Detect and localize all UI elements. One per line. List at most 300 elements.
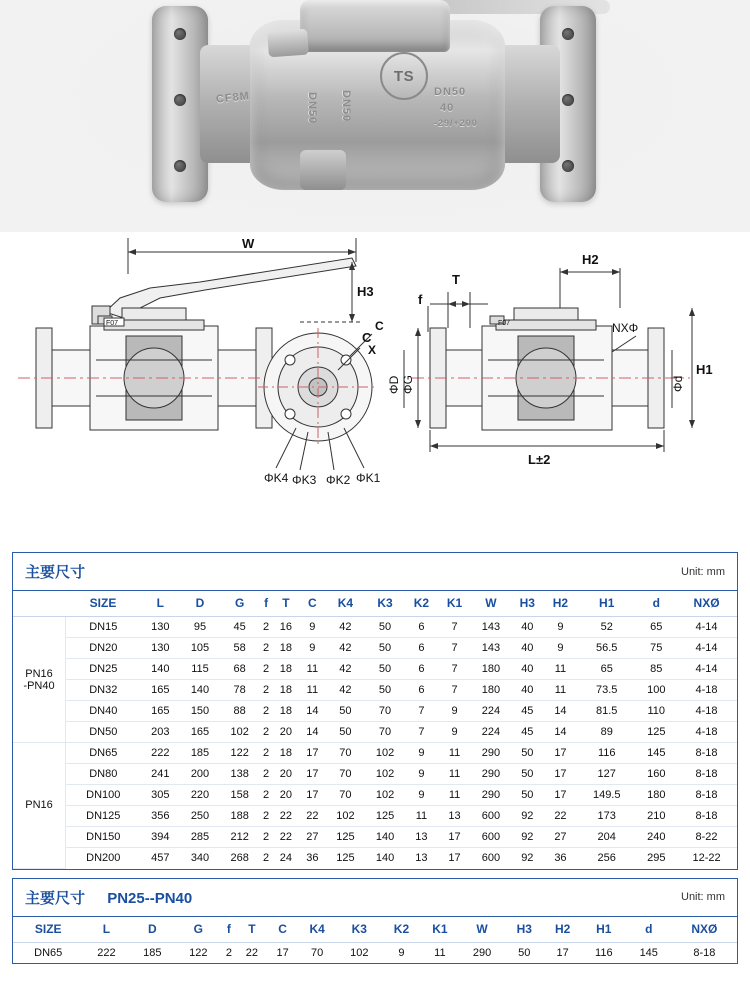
cell-value: 212 (220, 827, 260, 848)
cell-value: 290 (471, 743, 511, 764)
cell-value: 290 (471, 785, 511, 806)
cell-value: 12-22 (692, 852, 721, 864)
cell-value: 70 (310, 946, 324, 959)
cell-value: 11 (544, 680, 577, 701)
cell-value: 6 (405, 659, 438, 680)
cell-value: 17 (544, 743, 577, 764)
cell-value: 180 (471, 680, 511, 701)
cell-value: 290 (471, 764, 511, 785)
cell-value: 9 (405, 764, 438, 785)
cell-size: DN100 (66, 785, 141, 806)
th2-k1: K1 (421, 917, 459, 943)
table1 (13, 591, 737, 869)
cell-value: 17 (448, 852, 461, 864)
cell-value: 52 (577, 617, 636, 638)
cell-value: 9 (438, 701, 471, 722)
cell-value: 7 (438, 659, 471, 680)
cell-value: 222 (97, 946, 116, 959)
cast-marking-right-1: DN50 (434, 86, 467, 98)
th2-nx: NXØ (672, 917, 737, 943)
cell-value: 127 (577, 764, 636, 785)
table-row (13, 785, 737, 806)
cell-value: 185 (143, 946, 162, 959)
cell-value: 116 (577, 743, 636, 764)
cell-value: 11 (438, 785, 471, 806)
table-row (13, 680, 737, 701)
cell-value: 125 (326, 827, 366, 848)
cell-value: 224 (471, 701, 511, 722)
cell-value: 89 (577, 722, 636, 743)
cell-value: 102 (350, 946, 369, 959)
cell-value: 2 (259, 764, 272, 785)
cell-value: 88 (220, 701, 260, 722)
cell-size: DN25 (66, 659, 141, 680)
table2-body (13, 942, 737, 963)
cell-value: 125 (636, 722, 676, 743)
table2 (13, 917, 737, 963)
cell-value: 100 (636, 680, 676, 701)
cell-value: 42 (326, 680, 366, 701)
table-row (13, 848, 737, 869)
th-h2: H2 (544, 591, 577, 617)
th2-h2: H2 (543, 917, 581, 943)
cell-size: DN50 (66, 722, 141, 743)
cell-value: 102 (220, 722, 260, 743)
table2-title-text: 主要尺寸 (25, 889, 86, 907)
bolt-hole (174, 28, 186, 40)
photo-background (0, 0, 750, 232)
cell-value: 130 (141, 638, 181, 659)
cell-value: 50 (326, 701, 366, 722)
cell-value: 50 (365, 680, 405, 701)
cast-marking-right-2: 40 (440, 102, 455, 114)
cell-value: 4-14 (676, 638, 737, 659)
cell-value: 14 (544, 722, 577, 743)
cell-value: 7 (438, 680, 471, 701)
cell-value: 14 (299, 722, 325, 743)
cell-value: 140 (141, 659, 181, 680)
cell-value: 42 (326, 617, 366, 638)
cell-value: 140 (180, 680, 220, 701)
cell-value: 36 (306, 852, 319, 864)
cell-value: 8-18 (676, 743, 737, 764)
cell-value: 75 (636, 638, 676, 659)
cell-value: 17 (544, 785, 577, 806)
cell-value: 102 (365, 743, 405, 764)
cell-value: 4-14 (676, 617, 737, 638)
cell-value: 50 (511, 743, 544, 764)
cell-value: 102 (365, 764, 405, 785)
th2-l: L (83, 917, 129, 943)
table2-header (13, 879, 737, 917)
cell-value: 2 (259, 743, 272, 764)
cell-value: 290 (472, 946, 492, 959)
cell-size: DN125 (66, 806, 141, 827)
cell-value: 11 (438, 743, 471, 764)
th2-k4: K4 (298, 917, 336, 943)
cell-value: 340 (190, 852, 210, 864)
table1-body (13, 617, 737, 869)
cell-value: 9 (398, 946, 405, 959)
bolt-hole (562, 160, 574, 172)
main-dimensions-table-block (12, 552, 738, 870)
cell-value: 2 (259, 806, 272, 827)
cell-value: 204 (577, 827, 636, 848)
cell-value: 220 (180, 785, 220, 806)
th2-d-small: d (626, 917, 672, 943)
th2-d: D (129, 917, 175, 943)
cell-value: 2 (259, 722, 272, 743)
ts-logo-icon: TS (380, 52, 428, 100)
cell-value: 116 (595, 946, 613, 959)
cell-value: 42 (326, 638, 366, 659)
table2-subtitle: PN25--PN40 (107, 889, 193, 907)
cell-value: 13 (405, 827, 438, 848)
label-phi-k4: ΦK4 (264, 471, 289, 485)
cell-value: 17 (299, 785, 325, 806)
stem-nut (267, 29, 309, 58)
cell-size: DN15 (66, 617, 141, 638)
cell-value: 8-18 (676, 806, 737, 827)
table-row (13, 942, 737, 963)
pressure-group-label: PN16 (13, 743, 66, 869)
cell-value: 122 (220, 743, 260, 764)
th2-h1: H1 (582, 917, 626, 943)
cell-value: 165 (180, 722, 220, 743)
cell-value: 102 (326, 806, 366, 827)
cell-value: 22 (544, 806, 577, 827)
cell-value: 285 (180, 827, 220, 848)
cell-value: 22 (299, 806, 325, 827)
cell-value: 8-22 (676, 827, 737, 848)
valve-bonnet (300, 0, 450, 52)
cell-value: 457 (151, 852, 170, 864)
cell-value: 7 (438, 638, 471, 659)
cell-value: 210 (636, 806, 676, 827)
cell-value: 24 (279, 852, 293, 864)
cell-value: 9 (299, 617, 325, 638)
cell-value: 40 (511, 617, 544, 638)
cell-value: 22 (245, 946, 259, 959)
cell-value: 143 (471, 638, 511, 659)
th-nx: NXØ (676, 591, 737, 617)
cell-value: 58 (220, 638, 260, 659)
cell-value: 17 (299, 764, 325, 785)
cell-size: DN65 (66, 743, 141, 764)
cell-value: 2 (263, 852, 270, 864)
cell-value: 9 (405, 785, 438, 806)
cell-value: 4-14 (676, 659, 737, 680)
th-g: G (220, 591, 260, 617)
th-c: C (299, 591, 325, 617)
cell-value: 2 (259, 827, 272, 848)
cell-value: 600 (471, 827, 511, 848)
cast-marking-mid-2: DN50 (340, 90, 352, 123)
cell-value: 256 (597, 852, 616, 864)
th-k4: K4 (326, 591, 366, 617)
cell-value: 70 (326, 785, 366, 806)
cell-value: 50 (365, 659, 405, 680)
cell-value: 2 (259, 701, 272, 722)
cell-value: 295 (647, 852, 666, 864)
cell-value: 81.5 (577, 701, 636, 722)
cell-value: 6 (405, 617, 438, 638)
th-group (13, 591, 66, 617)
cell-value: 122 (189, 946, 208, 959)
cell-value: 143 (471, 617, 511, 638)
table-row (13, 638, 737, 659)
cell-value: 240 (636, 827, 676, 848)
label-h1: H1 (696, 362, 713, 377)
table2-header-row (13, 917, 737, 943)
cell-value: 13 (438, 806, 471, 827)
cell-value: 11 (299, 659, 325, 680)
cell-value: 17 (276, 946, 289, 959)
cell-value: 17 (299, 743, 325, 764)
cell-value: 11 (299, 680, 325, 701)
cell-size: DN200 (86, 852, 121, 864)
bottom-nut (300, 150, 346, 190)
cell-size: DN65 (34, 946, 63, 959)
label-phi-k2: ΦK2 (326, 473, 351, 487)
cell-value: 18 (273, 743, 299, 764)
cell-value: 145 (639, 946, 658, 959)
table-row (13, 659, 737, 680)
cell-value: 4-18 (676, 680, 737, 701)
cast-marking-right-3: -29/+200 (434, 118, 478, 128)
th-k1: K1 (438, 591, 471, 617)
cell-value: 125 (336, 852, 355, 864)
cell-value: 173 (577, 806, 636, 827)
cell-value: 70 (365, 701, 405, 722)
cell-value: 188 (220, 806, 260, 827)
cell-size: DN150 (66, 827, 141, 848)
cell-value: 2 (259, 659, 272, 680)
cell-value: 14 (544, 701, 577, 722)
cell-value: 180 (636, 785, 676, 806)
cell-value: 22 (273, 827, 299, 848)
cell-value: 268 (230, 852, 249, 864)
cell-value: 17 (438, 827, 471, 848)
th2-k3: K3 (336, 917, 382, 943)
th-t: T (273, 591, 299, 617)
cell-value: 17 (544, 764, 577, 785)
th-l: L (141, 591, 181, 617)
cell-value: 50 (326, 722, 366, 743)
cell-value: 50 (365, 638, 405, 659)
th2-f: f (221, 917, 236, 943)
label-nx-phi: NXΦ (612, 321, 639, 335)
label-phi-g: ΦG (401, 375, 415, 394)
th2-w: W (459, 917, 505, 943)
th2-t: T (237, 917, 268, 943)
label-w: W (242, 236, 255, 251)
cell-value: 149.5 (577, 785, 636, 806)
cell-value: 17 (556, 946, 569, 959)
cell-value: 70 (326, 764, 366, 785)
technical-drawing (0, 232, 750, 544)
cell-value: 305 (141, 785, 181, 806)
table2-unit: Unit: mm (681, 891, 725, 903)
table1-header (13, 553, 737, 591)
label-h3: H3 (357, 284, 374, 299)
th-d-small: d (636, 591, 676, 617)
table1-unit: Unit: mm (681, 565, 725, 578)
cell-value: 2 (259, 785, 272, 806)
cell-value: 2 (259, 638, 272, 659)
cell-value: 6 (405, 638, 438, 659)
cell-value: 70 (365, 722, 405, 743)
cell-value: 18 (273, 701, 299, 722)
cell-value: 36 (554, 852, 567, 864)
table-row (13, 701, 737, 722)
cell-value: 45 (511, 701, 544, 722)
cell-value: 11 (544, 659, 577, 680)
th-h1: H1 (577, 591, 636, 617)
cell-value: 11 (405, 806, 438, 827)
th-f: f (259, 591, 272, 617)
cell-value: 16 (273, 617, 299, 638)
cell-value: 27 (544, 827, 577, 848)
label-l: L±2 (528, 452, 551, 467)
cell-value: 7 (405, 701, 438, 722)
label-f: f (418, 292, 423, 307)
drawing-svg (0, 232, 750, 544)
cell-value: 65 (577, 659, 636, 680)
th2-c: C (267, 917, 298, 943)
label-phi-k1: ΦK1 (356, 471, 381, 485)
label-phi-d: ΦD (387, 375, 401, 394)
cell-value: 224 (471, 722, 511, 743)
cell-value: 40 (511, 638, 544, 659)
cell-value: 9 (544, 617, 577, 638)
cell-value: 145 (636, 743, 676, 764)
bolt-hole (562, 94, 574, 106)
label-phi-k3: ΦK3 (292, 473, 317, 487)
cell-value: 40 (511, 659, 544, 680)
cell-value: 4-18 (676, 722, 737, 743)
th-d: D (180, 591, 220, 617)
pn25-pn40-table-block (12, 878, 738, 964)
cell-value: 6 (405, 680, 438, 701)
cell-value: 110 (636, 701, 676, 722)
cell-value: 20 (273, 785, 299, 806)
th-k3: K3 (365, 591, 405, 617)
table-row (13, 743, 737, 764)
label-f07-right: F07 (498, 320, 511, 327)
cell-value: 50 (511, 785, 544, 806)
cell-value: 50 (511, 764, 544, 785)
cell-value: 125 (365, 806, 405, 827)
label-t: T (452, 272, 460, 287)
cell-value: 241 (141, 764, 181, 785)
cell-value: 11 (438, 764, 471, 785)
cast-marking-mid-1: DN50 (306, 92, 318, 125)
label-x: X (368, 343, 377, 357)
label-c: C (362, 330, 372, 345)
cell-value: 102 (365, 785, 405, 806)
cell-value: 8-18 (693, 946, 716, 959)
cell-value: 394 (141, 827, 181, 848)
cell-value: 20 (273, 764, 299, 785)
cell-value: 140 (375, 852, 395, 864)
label-phi-d-small: Φd (671, 375, 685, 392)
cell-value: 2 (259, 680, 272, 701)
cell-value: 42 (326, 659, 366, 680)
cell-value: 600 (481, 852, 501, 864)
cell-value: 56.5 (577, 638, 636, 659)
pressure-group-label: PN16 -PN40 (13, 617, 66, 743)
cell-value: 45 (511, 722, 544, 743)
cell-value: 92 (521, 852, 534, 864)
cell-value: 70 (326, 743, 366, 764)
label-h2: H2 (582, 252, 599, 267)
cell-value: 250 (180, 806, 220, 827)
cell-value: 138 (220, 764, 260, 785)
cell-value: 9 (405, 743, 438, 764)
label-cxc: C (375, 319, 384, 333)
cell-value: 150 (180, 701, 220, 722)
th2-h3: H3 (505, 917, 543, 943)
cell-size: DN32 (66, 680, 141, 701)
th2-g: G (175, 917, 221, 943)
cell-value: 7 (438, 617, 471, 638)
table-row (13, 827, 737, 848)
cell-value: 140 (365, 827, 405, 848)
table1-title: 主要尺寸 (25, 564, 86, 581)
table1-header-row (13, 591, 737, 617)
cell-value: 600 (471, 806, 511, 827)
bolt-hole (174, 94, 186, 106)
cell-value: 203 (141, 722, 181, 743)
bolt-hole (174, 160, 186, 172)
cell-value: 73.5 (577, 680, 636, 701)
th-size: SIZE (66, 591, 141, 617)
cell-value: 18 (273, 680, 299, 701)
cell-value: 8-18 (676, 764, 737, 785)
cell-value: 2 (225, 946, 232, 959)
cell-value: 4-18 (676, 701, 737, 722)
cell-size: DN40 (66, 701, 141, 722)
th2-size: SIZE (13, 917, 83, 943)
cell-value: 85 (636, 659, 676, 680)
table-row (13, 764, 737, 785)
cell-value: 105 (180, 638, 220, 659)
cell-value: 2 (259, 617, 272, 638)
cell-value: 9 (299, 638, 325, 659)
cell-value: 27 (299, 827, 325, 848)
cell-value: 45 (220, 617, 260, 638)
cell-value: 22 (273, 806, 299, 827)
cell-value: 165 (141, 680, 181, 701)
product-photo (0, 0, 750, 232)
cell-value: 20 (273, 722, 299, 743)
table-row (13, 722, 737, 743)
cell-value: 9 (438, 722, 471, 743)
cell-value: 50 (365, 617, 405, 638)
cell-value: 222 (141, 743, 181, 764)
cell-value: 40 (511, 680, 544, 701)
cell-value: 13 (415, 852, 428, 864)
cell-value: 95 (180, 617, 220, 638)
th-k2: K2 (405, 591, 438, 617)
cell-size: DN20 (66, 638, 141, 659)
th-h3: H3 (511, 591, 544, 617)
th-w: W (471, 591, 511, 617)
cell-value: 92 (511, 827, 544, 848)
cell-value: 14 (299, 701, 325, 722)
cell-value: 185 (180, 743, 220, 764)
